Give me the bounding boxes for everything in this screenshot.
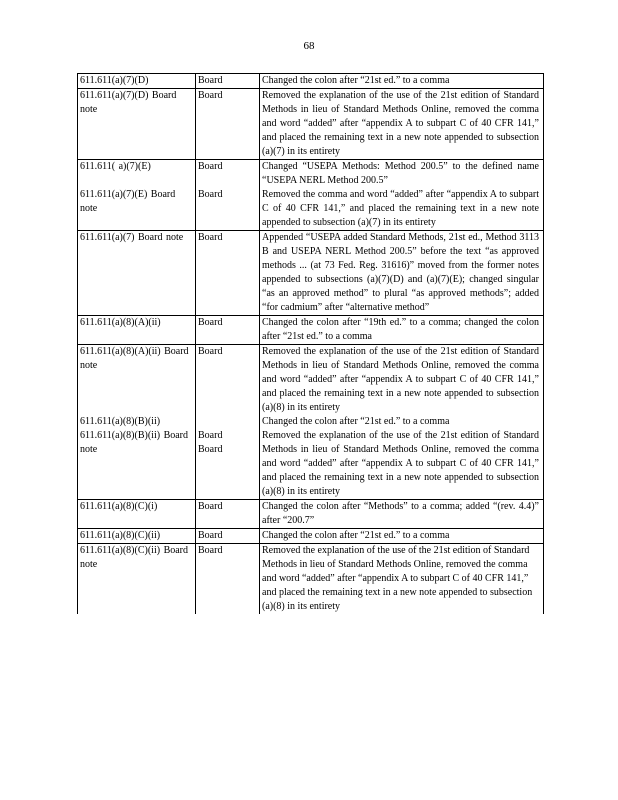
agency-text: Board — [198, 444, 223, 455]
agency-cell — [196, 345, 260, 500]
agency-cell: Board — [196, 544, 260, 615]
table-row — [78, 345, 544, 500]
table-row — [78, 544, 544, 615]
description-cell — [260, 160, 544, 231]
section-cell — [78, 345, 196, 500]
description-cell: Appended “USEPA added Standard Methods, 21st ed., Method 3113 B and USEPA NERL Method 200.5” before the text “as approved methods ... (at 73 Fed. Reg. 31616)” moved from the former notes appended to subsections (a)(7)(D) and (a)(7)(E); changed singular “as an approved method” to plural “as approved methods”; added “for cadmium” after “alternative method” — [260, 231, 544, 316]
description-cell: Changed the colon after “21st ed.” to a comma — [260, 74, 544, 89]
section-text: 611.611( a)(7)(E) — [80, 161, 151, 172]
section-cell: 611.611(a)(7) Board note — [78, 231, 196, 316]
table-row — [78, 529, 544, 544]
table-row — [78, 160, 544, 231]
description-text: Changed “USEPA Methods: Method 200.5” to the defined name “USEPA NERL Method 200.5” — [262, 161, 539, 186]
description-text: Changed the colon after “21st ed.” to a comma — [262, 416, 450, 427]
agency-cell — [196, 160, 260, 231]
section-cell — [78, 160, 196, 231]
section-text: 611.611(a)(8)(A)(ii) Board note — [80, 346, 189, 371]
agency-text: Board — [198, 161, 223, 172]
agency-text: Board — [198, 346, 223, 357]
table-row — [78, 500, 544, 529]
section-text: 611.611(a)(8)(B)(ii) — [80, 416, 161, 427]
description-text: Removed the comma and word “added” after “appendix A to subpart C of 40 CFR 141,” and placed the remaining text in a new note appended to subsection (a)(7) in its entirety — [262, 189, 539, 228]
table-row — [78, 89, 544, 160]
section-text: 611.611(a)(8)(B)(ii) Board note — [80, 430, 189, 455]
agency-text: Board — [198, 189, 223, 200]
agency-cell: Board — [196, 529, 260, 544]
changes-table — [77, 73, 544, 614]
description-text: Removed the explanation of the use of the 21st edition of Standard Methods in lieu of Standard Methods Online, removed the comma and word “added” after “appendix A to subpart C of 40 CFR 141,” and placed the remaining text in a new note appended to subsection (a)(8) in its entirety — [262, 346, 539, 413]
agency-cell: Board — [196, 316, 260, 345]
section-cell: 611.611(a)(8)(C)(ii) — [78, 529, 196, 544]
table-row — [78, 74, 544, 89]
agency-cell: Board — [196, 231, 260, 316]
section-cell: 611.611(a)(8)(A)(ii) — [78, 316, 196, 345]
description-cell: Changed the colon after “Methods” to a comma; added “(rev. 4.4)” after “200.7” — [260, 500, 544, 529]
agency-cell: Board — [196, 74, 260, 89]
description-cell: Removed the explanation of the use of the 21st edition of Standard Methods in lieu of Standard Methods Online, removed the comma and word “added” after “appendix A to subpart C of 40 CFR 141,” and placed the remaining text in a new note appended to subsection (a)(8) in its entirety — [260, 544, 544, 615]
section-cell: 611.611(a)(7)(D) — [78, 74, 196, 89]
agency-cell: Board — [196, 500, 260, 529]
section-cell: 611.611(a)(8)(C)(ii) Board note — [78, 544, 196, 615]
section-cell: 611.611(a)(7)(D) Board note — [78, 89, 196, 160]
description-text: Removed the explanation of the use of the 21st edition of Standard Methods in lieu of Standard Methods Online, removed the comma and word “added” after “appendix A to subpart C of 40 CFR 141,” and placed the remaining text in a new note appended to subsection (a)(8) in its entirety — [262, 430, 539, 497]
table-row — [78, 316, 544, 345]
description-cell: Changed the colon after “21st ed.” to a comma — [260, 529, 544, 544]
description-cell: Removed the explanation of the use of the 21st edition of Standard Methods in lieu of Standard Methods Online, removed the comma and word “added” after “appendix A to subpart C of 40 CFR 141,” and placed the remaining text in a new note appended to subsection (a)(7) in its entirety — [260, 89, 544, 160]
section-text: 611.611(a)(7)(E) Board note — [80, 189, 176, 214]
agency-cell: Board — [196, 89, 260, 160]
description-cell: Changed the colon after “19th ed.” to a comma; changed the colon after “21st ed.” to a comma — [260, 316, 544, 345]
agency-text: Board — [198, 430, 223, 441]
table-row — [78, 231, 544, 316]
page-number: 68 — [303, 40, 315, 52]
section-cell: 611.611(a)(8)(C)(i) — [78, 500, 196, 529]
description-cell — [260, 345, 544, 500]
